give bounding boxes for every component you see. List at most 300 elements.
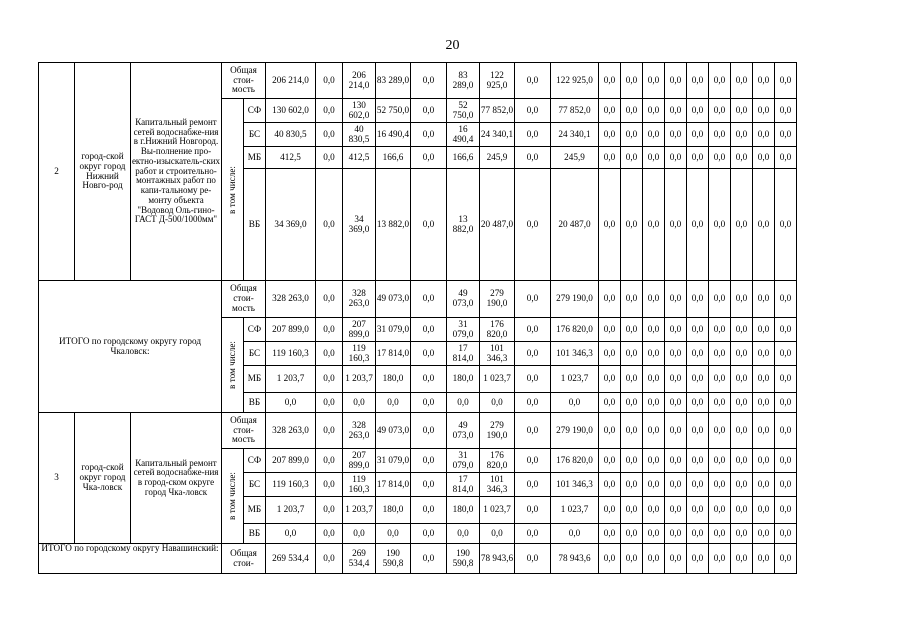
value-cell: 0,0 bbox=[731, 413, 753, 449]
value-cell: 20 487,0 bbox=[551, 169, 599, 281]
value-cell: 0,0 bbox=[599, 123, 621, 147]
value-cell: 0,0 bbox=[753, 524, 775, 544]
value-cell: 0,0 bbox=[709, 413, 731, 449]
value-cell: 0,0 bbox=[775, 473, 797, 497]
value-cell: 0,0 bbox=[775, 169, 797, 281]
value-cell: 0,0 bbox=[643, 147, 665, 169]
value-cell: 0,0 bbox=[775, 524, 797, 544]
value-cell: 0,0 bbox=[621, 393, 643, 413]
value-cell: 0,0 bbox=[515, 318, 551, 342]
value-cell: 0,0 bbox=[775, 147, 797, 169]
value-cell: 0,0 bbox=[665, 473, 687, 497]
value-cell: 0,0 bbox=[687, 366, 709, 393]
value-cell: 0,0 bbox=[515, 169, 551, 281]
value-cell: 0,0 bbox=[599, 169, 621, 281]
value-cell: 0,0 bbox=[665, 147, 687, 169]
value-cell: 0,0 bbox=[411, 63, 447, 99]
value-cell: 0,0 bbox=[515, 544, 551, 574]
value-cell: 0,0 bbox=[687, 169, 709, 281]
value-cell: 245,9 bbox=[551, 147, 599, 169]
value-cell: 0,0 bbox=[731, 473, 753, 497]
value-cell: 0,0 bbox=[599, 497, 621, 524]
value-cell: 0,0 bbox=[731, 393, 753, 413]
value-cell: 0,0 bbox=[599, 366, 621, 393]
value-cell: 0,0 bbox=[687, 524, 709, 544]
value-cell: 119 160,3 bbox=[266, 473, 316, 497]
value-cell: 0,0 bbox=[411, 393, 447, 413]
value-cell: 0,0 bbox=[599, 473, 621, 497]
funding-source-label: СФ bbox=[244, 99, 266, 123]
value-cell: 0,0 bbox=[599, 63, 621, 99]
value-cell: 0,0 bbox=[411, 147, 447, 169]
value-cell: 206 214,0 bbox=[266, 63, 316, 99]
value-cell: 0,0 bbox=[775, 99, 797, 123]
value-cell: 101 346,3 bbox=[551, 473, 599, 497]
total-label: ИТОГО по городскому округу город Чкаловск: bbox=[39, 281, 222, 413]
value-cell: 1 023,7 bbox=[480, 366, 515, 393]
value-cell: 0,0 bbox=[515, 366, 551, 393]
value-cell: 0,0 bbox=[411, 318, 447, 342]
value-cell: 0,0 bbox=[515, 63, 551, 99]
value-cell: 0,0 bbox=[731, 544, 753, 574]
value-cell: 0,0 bbox=[665, 281, 687, 318]
total-cost-label: Общая стои-мость bbox=[222, 281, 266, 318]
work-description: Капитальный ремонт сетей водоснабже-ния в город-ском округе город Чка-ловск bbox=[131, 413, 222, 544]
value-cell: 0,0 bbox=[643, 99, 665, 123]
value-cell: 0,0 bbox=[411, 169, 447, 281]
value-cell: 279 190,0 bbox=[551, 281, 599, 318]
value-cell: 207 899,0 bbox=[266, 318, 316, 342]
municipality-name: город-ской округ город Нижний Новго-род bbox=[75, 63, 131, 281]
value-cell: 0,0 bbox=[687, 99, 709, 123]
value-cell: 0,0 bbox=[343, 524, 376, 544]
value-cell: 0,0 bbox=[515, 123, 551, 147]
value-cell: 0,0 bbox=[316, 473, 343, 497]
value-cell: 119 160,3 bbox=[343, 473, 376, 497]
value-cell: 1 023,7 bbox=[480, 497, 515, 524]
value-cell: 0,0 bbox=[665, 169, 687, 281]
value-cell: 0,0 bbox=[411, 473, 447, 497]
value-cell: 176 820,0 bbox=[480, 449, 515, 473]
value-cell: 166,6 bbox=[376, 147, 411, 169]
value-cell: 0,0 bbox=[665, 99, 687, 123]
value-cell: 20 487,0 bbox=[480, 169, 515, 281]
value-cell: 0,0 bbox=[775, 342, 797, 366]
value-cell: 0,0 bbox=[316, 281, 343, 318]
value-cell: 0,0 bbox=[515, 524, 551, 544]
value-cell: 0,0 bbox=[411, 544, 447, 574]
value-cell: 40 830,5 bbox=[343, 123, 376, 147]
value-cell: 0,0 bbox=[665, 449, 687, 473]
value-cell: 0,0 bbox=[709, 473, 731, 497]
value-cell: 1 203,7 bbox=[343, 366, 376, 393]
value-cell: 0,0 bbox=[731, 524, 753, 544]
value-cell: 0,0 bbox=[316, 147, 343, 169]
value-cell: 31 079,0 bbox=[447, 318, 480, 342]
value-cell: 0,0 bbox=[775, 281, 797, 318]
value-cell: 0,0 bbox=[753, 281, 775, 318]
value-cell: 16 490,4 bbox=[376, 123, 411, 147]
value-cell: 17 814,0 bbox=[376, 342, 411, 366]
value-cell: 328 263,0 bbox=[343, 281, 376, 318]
value-cell: 0,0 bbox=[687, 544, 709, 574]
value-cell: 1 023,7 bbox=[551, 366, 599, 393]
value-cell: 0,0 bbox=[687, 281, 709, 318]
value-cell: 0,0 bbox=[316, 342, 343, 366]
value-cell: 0,0 bbox=[665, 524, 687, 544]
value-cell: 0,0 bbox=[709, 281, 731, 318]
value-cell: 49 073,0 bbox=[447, 281, 480, 318]
value-cell: 1 203,7 bbox=[343, 497, 376, 524]
value-cell: 0,0 bbox=[665, 366, 687, 393]
value-cell: 0,0 bbox=[687, 63, 709, 99]
value-cell: 0,0 bbox=[621, 342, 643, 366]
value-cell: 0,0 bbox=[709, 524, 731, 544]
value-cell: 0,0 bbox=[316, 99, 343, 123]
value-cell: 0,0 bbox=[687, 342, 709, 366]
value-cell: 31 079,0 bbox=[376, 318, 411, 342]
value-cell: 0,0 bbox=[687, 318, 709, 342]
value-cell: 0,0 bbox=[775, 123, 797, 147]
value-cell: 0,0 bbox=[643, 366, 665, 393]
value-cell: 0,0 bbox=[709, 342, 731, 366]
value-cell: 0,0 bbox=[709, 147, 731, 169]
funding-source-label: СФ bbox=[244, 449, 266, 473]
funding-source-label: МБ bbox=[244, 147, 266, 169]
funding-source-label: ВБ bbox=[244, 393, 266, 413]
value-cell: 0,0 bbox=[447, 393, 480, 413]
total-cost-label: Общая стои-мость bbox=[222, 63, 266, 99]
value-cell: 0,0 bbox=[753, 147, 775, 169]
value-cell: 0,0 bbox=[411, 281, 447, 318]
value-cell: 0,0 bbox=[731, 123, 753, 147]
value-cell: 0,0 bbox=[687, 497, 709, 524]
value-cell: 0,0 bbox=[643, 393, 665, 413]
value-cell: 0,0 bbox=[709, 366, 731, 393]
value-cell: 0,0 bbox=[753, 123, 775, 147]
total-cost-label: Общая стои-мость bbox=[222, 413, 266, 449]
funding-source-label: БС bbox=[244, 342, 266, 366]
value-cell: 0,0 bbox=[621, 169, 643, 281]
page-number: 20 bbox=[445, 38, 460, 53]
value-cell: 31 079,0 bbox=[447, 449, 480, 473]
value-cell: 0,0 bbox=[266, 393, 316, 413]
value-cell: 0,0 bbox=[687, 147, 709, 169]
value-cell: 0,0 bbox=[411, 449, 447, 473]
value-cell: 0,0 bbox=[643, 123, 665, 147]
value-cell: 101 346,3 bbox=[480, 342, 515, 366]
value-cell: 0,0 bbox=[709, 99, 731, 123]
value-cell: 0,0 bbox=[753, 63, 775, 99]
value-cell: 0,0 bbox=[515, 393, 551, 413]
value-cell: 101 346,3 bbox=[551, 342, 599, 366]
value-cell: 0,0 bbox=[599, 413, 621, 449]
value-cell: 0,0 bbox=[515, 342, 551, 366]
value-cell: 0,0 bbox=[753, 473, 775, 497]
value-cell: 34 369,0 bbox=[266, 169, 316, 281]
value-cell: 0,0 bbox=[665, 544, 687, 574]
value-cell: 0,0 bbox=[621, 123, 643, 147]
value-cell: 0,0 bbox=[643, 281, 665, 318]
value-cell: 0,0 bbox=[687, 413, 709, 449]
value-cell: 24 340,1 bbox=[480, 123, 515, 147]
value-cell: 0,0 bbox=[709, 449, 731, 473]
value-cell: 49 073,0 bbox=[447, 413, 480, 449]
value-cell: 17 814,0 bbox=[447, 342, 480, 366]
value-cell: 180,0 bbox=[447, 497, 480, 524]
value-cell: 49 073,0 bbox=[376, 281, 411, 318]
value-cell: 0,0 bbox=[643, 544, 665, 574]
value-cell: 0,0 bbox=[665, 318, 687, 342]
value-cell: 269 534,4 bbox=[266, 544, 316, 574]
total-cost-label: Общая стои- bbox=[222, 544, 266, 574]
table-row bbox=[39, 63, 797, 99]
value-cell: 0,0 bbox=[316, 123, 343, 147]
value-cell: 0,0 bbox=[753, 393, 775, 413]
value-cell: 279 190,0 bbox=[551, 413, 599, 449]
value-cell: 206 214,0 bbox=[343, 63, 376, 99]
value-cell: 0,0 bbox=[709, 544, 731, 574]
value-cell: 40 830,5 bbox=[266, 123, 316, 147]
value-cell: 328 263,0 bbox=[343, 413, 376, 449]
value-cell: 0,0 bbox=[515, 449, 551, 473]
value-cell: 0,0 bbox=[643, 413, 665, 449]
value-cell: 130 602,0 bbox=[266, 99, 316, 123]
value-cell: 0,0 bbox=[775, 318, 797, 342]
value-cell: 0,0 bbox=[731, 99, 753, 123]
value-cell: 0,0 bbox=[775, 497, 797, 524]
value-cell: 0,0 bbox=[709, 497, 731, 524]
value-cell: 0,0 bbox=[411, 524, 447, 544]
value-cell: 101 346,3 bbox=[480, 473, 515, 497]
value-cell: 0,0 bbox=[411, 99, 447, 123]
including-label: в том числе: bbox=[222, 318, 244, 413]
value-cell: 176 820,0 bbox=[551, 449, 599, 473]
value-cell: 0,0 bbox=[551, 393, 599, 413]
including-label: в том числе: bbox=[222, 99, 244, 281]
budget-table bbox=[38, 62, 797, 574]
value-cell: 34 369,0 bbox=[343, 169, 376, 281]
value-cell: 0,0 bbox=[515, 413, 551, 449]
value-cell: 166,6 bbox=[447, 147, 480, 169]
value-cell: 0,0 bbox=[731, 147, 753, 169]
value-cell: 0,0 bbox=[621, 497, 643, 524]
value-cell: 0,0 bbox=[775, 449, 797, 473]
funding-source-label: БС bbox=[244, 123, 266, 147]
value-cell: 0,0 bbox=[621, 147, 643, 169]
value-cell: 180,0 bbox=[376, 366, 411, 393]
value-cell: 0,0 bbox=[687, 123, 709, 147]
value-cell: 0,0 bbox=[411, 497, 447, 524]
value-cell: 0,0 bbox=[731, 281, 753, 318]
value-cell: 49 073,0 bbox=[376, 413, 411, 449]
value-cell: 0,0 bbox=[316, 544, 343, 574]
value-cell: 0,0 bbox=[731, 63, 753, 99]
value-cell: 52 750,0 bbox=[376, 99, 411, 123]
value-cell: 119 160,3 bbox=[343, 342, 376, 366]
row-number: 3 bbox=[39, 413, 75, 544]
value-cell: 0,0 bbox=[515, 281, 551, 318]
value-cell: 279 190,0 bbox=[480, 281, 515, 318]
value-cell: 0,0 bbox=[599, 449, 621, 473]
value-cell: 0,0 bbox=[687, 393, 709, 413]
value-cell: 0,0 bbox=[621, 99, 643, 123]
value-cell: 13 882,0 bbox=[447, 169, 480, 281]
value-cell: 0,0 bbox=[599, 393, 621, 413]
value-cell: 0,0 bbox=[621, 63, 643, 99]
value-cell: 0,0 bbox=[376, 393, 411, 413]
funding-source-label: МБ bbox=[244, 497, 266, 524]
value-cell: 78 943,6 bbox=[551, 544, 599, 574]
value-cell: 119 160,3 bbox=[266, 342, 316, 366]
value-cell: 0,0 bbox=[599, 281, 621, 318]
value-cell: 0,0 bbox=[665, 123, 687, 147]
value-cell: 0,0 bbox=[709, 318, 731, 342]
value-cell: 0,0 bbox=[775, 544, 797, 574]
value-cell: 0,0 bbox=[621, 413, 643, 449]
value-cell: 0,0 bbox=[643, 169, 665, 281]
value-cell: 0,0 bbox=[621, 318, 643, 342]
value-cell: 0,0 bbox=[753, 169, 775, 281]
value-cell: 1 023,7 bbox=[551, 497, 599, 524]
value-cell: 0,0 bbox=[709, 63, 731, 99]
value-cell: 0,0 bbox=[411, 123, 447, 147]
value-cell: 0,0 bbox=[731, 169, 753, 281]
municipality-name: город-ской округ город Чка-ловск bbox=[75, 413, 131, 544]
table-row bbox=[39, 413, 797, 449]
value-cell: 77 852,0 bbox=[480, 99, 515, 123]
value-cell: 0,0 bbox=[665, 63, 687, 99]
value-cell: 0,0 bbox=[643, 342, 665, 366]
table-row bbox=[39, 544, 797, 574]
value-cell: 0,0 bbox=[316, 318, 343, 342]
value-cell: 52 750,0 bbox=[447, 99, 480, 123]
value-cell: 1 203,7 bbox=[266, 497, 316, 524]
value-cell: 0,0 bbox=[599, 342, 621, 366]
value-cell: 0,0 bbox=[731, 497, 753, 524]
value-cell: 180,0 bbox=[447, 366, 480, 393]
value-cell: 83 289,0 bbox=[447, 63, 480, 99]
value-cell: 0,0 bbox=[515, 99, 551, 123]
value-cell: 0,0 bbox=[411, 413, 447, 449]
value-cell: 0,0 bbox=[643, 524, 665, 544]
value-cell: 0,0 bbox=[753, 544, 775, 574]
value-cell: 207 899,0 bbox=[343, 449, 376, 473]
value-cell: 13 882,0 bbox=[376, 169, 411, 281]
value-cell: 412,5 bbox=[343, 147, 376, 169]
value-cell: 328 263,0 bbox=[266, 281, 316, 318]
funding-source-label: БС bbox=[244, 473, 266, 497]
row-number: 2 bbox=[39, 63, 75, 281]
value-cell: 17 814,0 bbox=[447, 473, 480, 497]
value-cell: 0,0 bbox=[709, 169, 731, 281]
value-cell: 0,0 bbox=[665, 497, 687, 524]
value-cell: 0,0 bbox=[376, 524, 411, 544]
value-cell: 279 190,0 bbox=[480, 413, 515, 449]
value-cell: 0,0 bbox=[599, 318, 621, 342]
value-cell: 0,0 bbox=[753, 497, 775, 524]
value-cell: 0,0 bbox=[411, 366, 447, 393]
value-cell: 0,0 bbox=[515, 497, 551, 524]
value-cell: 0,0 bbox=[775, 63, 797, 99]
value-cell: 0,0 bbox=[621, 366, 643, 393]
value-cell: 245,9 bbox=[480, 147, 515, 169]
value-cell: 0,0 bbox=[731, 342, 753, 366]
value-cell: 0,0 bbox=[643, 449, 665, 473]
value-cell: 1 203,7 bbox=[266, 366, 316, 393]
value-cell: 0,0 bbox=[665, 393, 687, 413]
value-cell: 0,0 bbox=[599, 544, 621, 574]
value-cell: 0,0 bbox=[599, 99, 621, 123]
value-cell: 16 490,4 bbox=[447, 123, 480, 147]
funding-source-label: МБ bbox=[244, 366, 266, 393]
value-cell: 0,0 bbox=[621, 473, 643, 497]
value-cell: 0,0 bbox=[643, 497, 665, 524]
value-cell: 0,0 bbox=[621, 524, 643, 544]
value-cell: 31 079,0 bbox=[376, 449, 411, 473]
value-cell: 0,0 bbox=[551, 524, 599, 544]
value-cell: 0,0 bbox=[665, 413, 687, 449]
value-cell: 24 340,1 bbox=[551, 123, 599, 147]
value-cell: 0,0 bbox=[515, 473, 551, 497]
value-cell: 0,0 bbox=[665, 342, 687, 366]
value-cell: 0,0 bbox=[480, 393, 515, 413]
total-label: ИТОГО по городскому округу Навашинский: bbox=[39, 544, 222, 574]
value-cell: 0,0 bbox=[599, 524, 621, 544]
value-cell: 0,0 bbox=[687, 473, 709, 497]
value-cell: 0,0 bbox=[753, 99, 775, 123]
value-cell: 190 590,8 bbox=[376, 544, 411, 574]
value-cell: 0,0 bbox=[753, 449, 775, 473]
value-cell: 0,0 bbox=[775, 393, 797, 413]
value-cell: 0,0 bbox=[643, 473, 665, 497]
value-cell: 0,0 bbox=[621, 449, 643, 473]
value-cell: 0,0 bbox=[753, 342, 775, 366]
value-cell: 0,0 bbox=[687, 449, 709, 473]
value-cell: 0,0 bbox=[731, 318, 753, 342]
funding-source-label: СФ bbox=[244, 318, 266, 342]
value-cell: 0,0 bbox=[709, 393, 731, 413]
value-cell: 83 289,0 bbox=[376, 63, 411, 99]
value-cell: 328 263,0 bbox=[266, 413, 316, 449]
value-cell: 0,0 bbox=[515, 147, 551, 169]
value-cell: 180,0 bbox=[376, 497, 411, 524]
value-cell: 122 925,0 bbox=[551, 63, 599, 99]
value-cell: 0,0 bbox=[621, 544, 643, 574]
value-cell: 190 590,8 bbox=[447, 544, 480, 574]
value-cell: 0,0 bbox=[753, 413, 775, 449]
value-cell: 207 899,0 bbox=[343, 318, 376, 342]
including-label: в том числе: bbox=[222, 449, 244, 544]
table-row bbox=[39, 281, 797, 318]
funding-source-label: ВБ bbox=[244, 524, 266, 544]
value-cell: 0,0 bbox=[316, 449, 343, 473]
value-cell: 0,0 bbox=[411, 342, 447, 366]
value-cell: 0,0 bbox=[753, 318, 775, 342]
value-cell: 0,0 bbox=[343, 393, 376, 413]
value-cell: 176 820,0 bbox=[480, 318, 515, 342]
value-cell: 0,0 bbox=[316, 497, 343, 524]
value-cell: 176 820,0 bbox=[551, 318, 599, 342]
value-cell: 0,0 bbox=[316, 413, 343, 449]
value-cell: 0,0 bbox=[621, 281, 643, 318]
value-cell: 0,0 bbox=[316, 366, 343, 393]
value-cell: 0,0 bbox=[316, 169, 343, 281]
value-cell: 0,0 bbox=[643, 318, 665, 342]
value-cell: 77 852,0 bbox=[551, 99, 599, 123]
value-cell: 0,0 bbox=[775, 366, 797, 393]
value-cell: 130 602,0 bbox=[343, 99, 376, 123]
